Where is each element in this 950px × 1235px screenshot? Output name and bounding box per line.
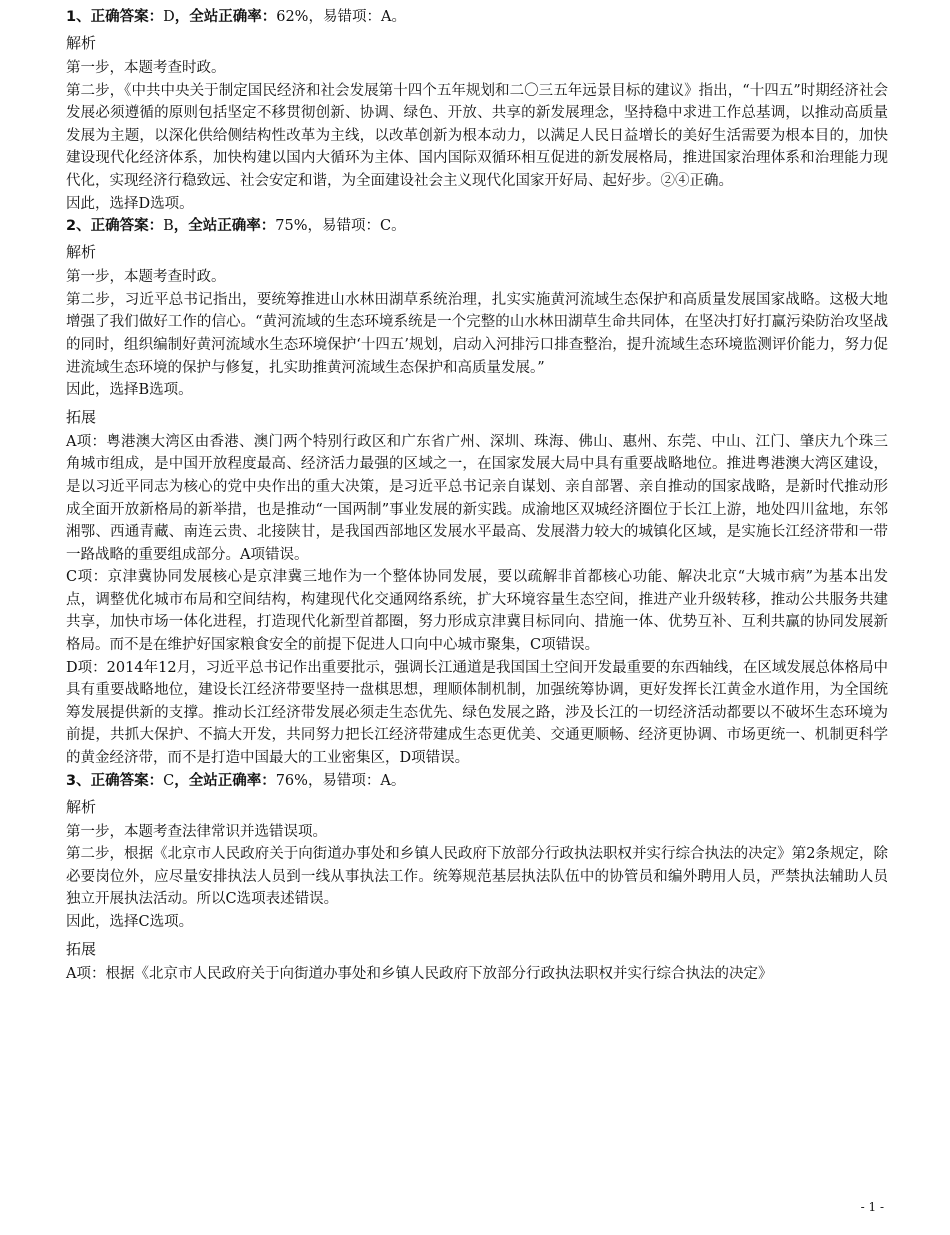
step-2: 第二步，习近平总书记指出，要统筹推进山水林田湖草系统治理，扎实实施黄河流域生态保护和高质量发展国家战略。这极大地增强了我们做好工作的信心。“黄河流域的生态环境系统是一个完整的山水林田湖草生命共同体，在坚决打好打赢污染防治攻坚战的同时，组织编制好黄河流域水生态环境保护‘十四五’规划，启动入河排污口排查整治，提升流域生态环境监测评价能力，努力促进流域生态环境的保护与修复，扎实助推黄河流域生态保护和高质量发展。” (66, 291, 888, 376)
answer-value: D (163, 9, 175, 25)
step-1: 第一步，本题考查时政。 (66, 269, 226, 286)
conclusion: 因此，选择D选项。 (66, 195, 194, 212)
step-2: 第二步，根据《北京市人民政府关于向街道办事处和乡镇人民政府下放部分行政执法职权并实行综合执法的决定》第2条规定，除必要岗位外，应尽量安排执法人员到一线从事执法工作。统筹规范基层执法队伍中的协管员和编外聘用人员，严禁执法辅助人员独立开展执法活动。所以C选项表述错误。 (66, 846, 888, 908)
answer-value: B (163, 218, 174, 235)
wrong-option: ，易错项：A。 (308, 9, 406, 25)
rate-label: ，全站正确率： (173, 218, 276, 235)
rate-value: 76% (275, 772, 308, 789)
question-2 (66, 215, 888, 769)
extension-label: 拓展 (66, 939, 97, 958)
extension-option-a: A项：粤港澳大湾区由香港、澳门两个特别行政区和广东省广州、深圳、珠海、佛山、惠州、东莞、中山、江门、肇庆九个珠三角城市组成，是中国开放程度最高、经济活力最强的区域之一，在国家发展大局中具有重要战略地位。推进粤港澳大湾区建设，是以习近平同志为核心的党中央作出的重大决策，是习近平总书记亲自谋划、亲自部署、亲自推动的国家战略，是新时代推动形成全面开放新格局的新举措，也是推动“一国两制”事业发展的新实践。成渝地区双城经济圈位于长江上游，地处四川盆地，东邻湘鄂、西通青藏、南连云贵、北接陕甘，是我国西部地区发展水平最高、发展潜力较大的城镇化区域，是实施长江经济带和一带一路战略的重要组成部分。A项错误。 (66, 433, 888, 563)
wrong-option: ，易错项：C。 (307, 218, 406, 235)
question-3 (66, 770, 888, 986)
analysis-label: 解析 (66, 34, 97, 52)
question-2-header (66, 215, 888, 237)
page-number: - 1 - (860, 1200, 884, 1214)
extension-option-d: D项：2014年12月，习近平总书记作出重要批示，强调长江通道是我国国土空间开发最重要的东西轴线，在区域发展总体格局中具有重要战略地位，建设长江经济带要坚持一盘棋思想，理顺体制机制，加强统筹协调，更好发挥长江黄金水道作用，为全国统筹发展提供新的支撑。推动长江经济带发展必须走生态优先、绿色发展之路，涉及长江的一切经济活动都要以不破坏生态环境为前提，共抓大保护、不搞大开发，共同努力把长江经济带建成生态更优美、交通更顺畅、经济更协调、市场更统一、机制更科学的黄金经济带，而不是打造中国最大的工业密集区，D项错误。 (66, 659, 888, 767)
step-2: 第二步，《中共中央关于制定国民经济和社会发展第十四个五年规划和二〇三五年远景目标的建议》指出，“十四五”时期经济社会发展必须遵循的原则包括坚定不移贯彻创新、协调、绿色、开放、共享的新发展理念，坚持稳中求进工作总基调，以推动高质量发展为主题，以深化供给侧结构性改革为主线，以改革创新为根本动力，以满足人民日益增长的美好生活需要为根本目的，加快建设现代化经济体系，加快构建以国内大循环为主体、国内国际双循环相互促进的新发展格局，推进国家治理体系和治理能力现代化，实现经济行稳致远、社会安定和谐，为全面建设社会主义现代化国家开好局、起好步。②④正确。 (66, 82, 888, 189)
conclusion: 因此，选择C选项。 (66, 914, 194, 930)
conclusion: 因此，选择B选项。 (66, 382, 193, 399)
extension-label: 拓展 (66, 407, 97, 426)
answer-label: 3、正确答案： (66, 772, 164, 789)
rate-label: ，全站正确率： (174, 9, 277, 25)
document-page (66, 6, 888, 985)
step-1: 第一步，本题考查时政。 (66, 60, 226, 76)
answer-label: 2、正确答案： (66, 218, 164, 235)
extension-option-c: C项：京津冀协同发展核心是京津冀三地作为一个整体协同发展，要以疏解非首都核心功能、解决北京“大城市病”为基本出发点，调整优化城市布局和空间结构，构建现代化交通网络系统，扩大环境容量生态空间，推进产业升级转移，推动公共服务共建共享，加快市场一体化进程，打造现代化新型首都圈，努力形成京津冀目标同向、措施一体、优势互补、互利共赢的协同发展新格局。而不是在维护好国家粮食安全的前提下促进人口向中心城市聚集，C项错误。 (66, 569, 888, 654)
wrong-option: ，易错项：A。 (307, 772, 406, 789)
question-1-header (66, 6, 888, 28)
rate-label: ，全站正确率： (174, 772, 276, 789)
question-3-header (66, 770, 888, 792)
step-1: 第一步，本题考查法律常识并选错误项。 (66, 823, 327, 840)
answer-label: 1、正确答案： (66, 9, 164, 25)
answer-value: C (163, 772, 175, 789)
rate-value: 62% (276, 9, 309, 25)
extension-option-a: A项：根据《北京市人民政府关于向街道办事处和乡镇人民政府下放部分行政执法职权并实行综合执法的决定》 (66, 965, 773, 982)
question-1 (66, 6, 888, 215)
analysis-label: 解析 (66, 797, 97, 816)
analysis-label: 解析 (66, 243, 97, 262)
rate-value: 75% (275, 218, 308, 235)
